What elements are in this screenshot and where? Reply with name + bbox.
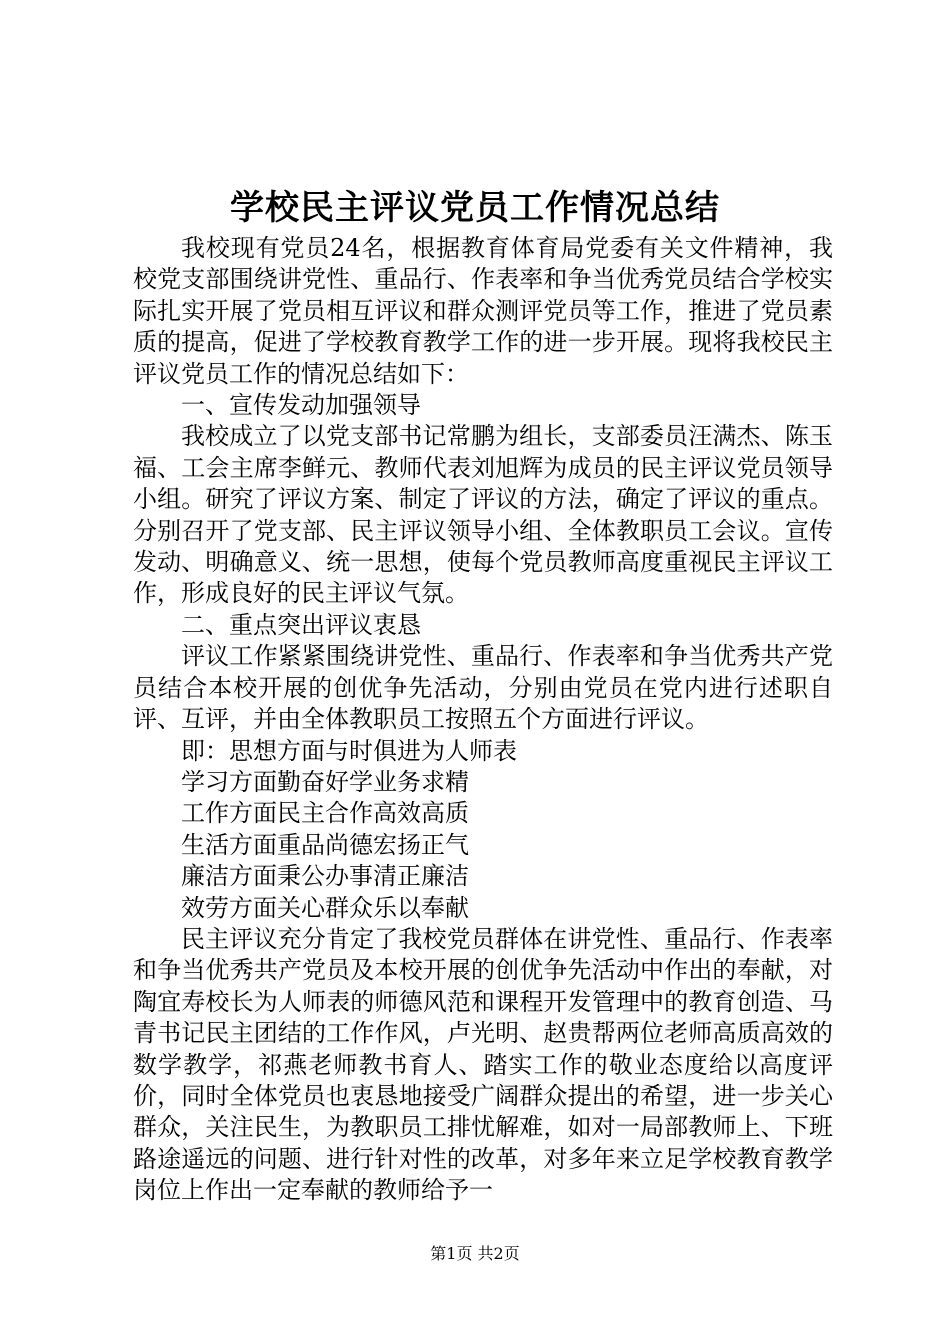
section-heading-1: 一、宣传发动加强领导 <box>181 391 421 420</box>
paragraph-intro: 我校现有党员24名，根据教育体育局党委有关文件精神，我校党支部围绕讲党性、重品行、作表率和争当优秀党员结合学校实际扎实开展了党员相互评议和群众测评党员等工作，推进了党员素质的提高，促进了学校教育教学工作的进一步开展。现将我校民主评议党员工作的情况总结如下： <box>133 234 833 388</box>
criteria-item: 工作方面民主合作高效高质 <box>181 799 469 828</box>
document-body <box>133 233 833 1207</box>
paragraph-evaluation: 评议工作紧紧围绕讲党性、重品行、作表率和争当优秀共产党员结合本校开展的创优争先活动，分别由党员在党内进行述职自评、互评，并由全体教职员工按照五个方面进行评议。 <box>133 642 833 734</box>
criteria-item: 效劳方面关心群众乐以奉献 <box>181 893 469 922</box>
criteria-item: 廉洁方面秉公办事清正廉洁 <box>181 862 469 891</box>
criteria-item: 学习方面勤奋好学业务求精 <box>181 767 469 796</box>
document-title: 学校民主评议党员工作情况总结 <box>230 188 720 228</box>
paragraph-leadership: 我校成立了以党支部书记常鹏为组长，支部委员汪满杰、陈玉福、工会主席李鲜元、教师代表刘旭辉为成员的民主评议党员领导小组。研究了评议方案、制定了评议的方法，确定了评议的重点。分别召开了党支部、民主评议领导小组、全体教职员工会议。宣传发动、明确意义、统一思想，使每个党员教师高度重视民主评议工作，形成良好的民主评议气氛。 <box>133 422 833 608</box>
paragraph-conclusion: 民主评议充分肯定了我校党员群体在讲党性、重品行、作表率和争当优秀共产党员及本校开展的创优争先活动中作出的奉献，对陶宜寿校长为人师表的师德风范和课程开发管理中的教育创造、马青书记民主团结的工作作风，卢光明、赵贵帮两位老师高质高效的数学教学，祁燕老师教书育人、踏实工作的敬业态度给以高度评价，同时全体党员也衷恳地接受广阔群众提出的希望，进一步关心群众，关注民生，为教职员工排忧解难，如对一局部教师上、下班路途遥远的问题、进行针对性的改革，对多年来立足学校教育教学岗位上作出一定奉献的教师给予一 <box>133 924 833 1205</box>
page-footer: 第1页 共2页 <box>430 1244 520 1263</box>
criteria-item: 生活方面重品尚德宏扬正气 <box>181 830 469 859</box>
section-heading-2: 二、重点突出评议衷恳 <box>181 610 421 639</box>
criteria-item: 即：思想方面与时俱进为人师表 <box>181 736 517 765</box>
